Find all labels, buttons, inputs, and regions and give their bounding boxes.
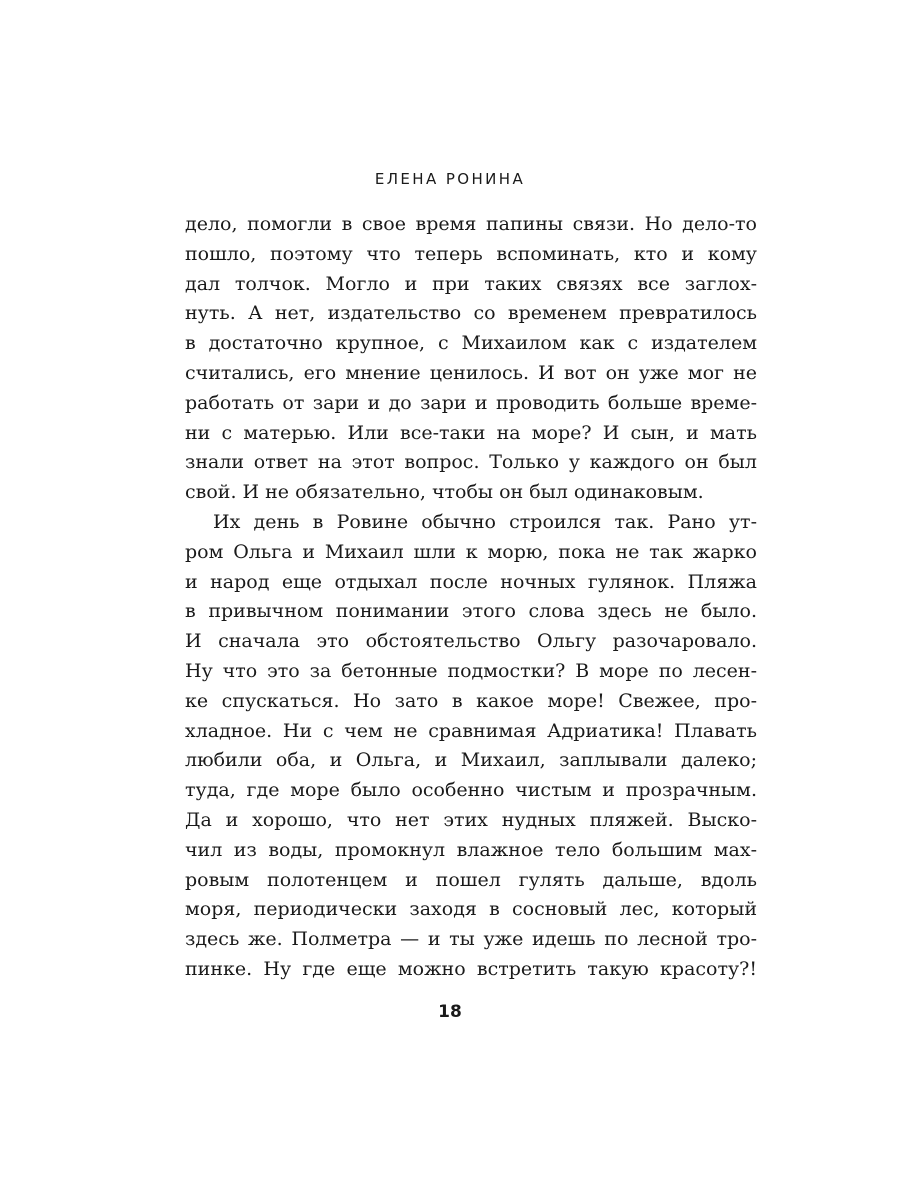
text-line: здесь же. Полметра — и ты уже идешь по лесной тро- bbox=[185, 928, 757, 951]
text-line: работать от зари и до зари и проводить больше време- bbox=[185, 391, 757, 414]
text-line: моря, периодически заходя в сосновый лес, который bbox=[185, 898, 757, 921]
running-head: ЕЛЕНА РОНИНА bbox=[374, 170, 526, 188]
text-line: пинке. Ну где еще можно встретить такую красоту?! bbox=[185, 957, 757, 980]
text-line: дело, помогли в свое время папины связи. Но дело-то bbox=[185, 213, 757, 235]
text-line: ровым полотенцем и пошел гулять дальше, вдоль bbox=[185, 868, 757, 891]
text-line: пошло, поэтому что теперь вспоминать, кто и кому bbox=[185, 242, 757, 265]
text-line: свой. И не обязательно, чтобы он был одинаковым. bbox=[185, 481, 704, 504]
body-text bbox=[185, 210, 757, 985]
paragraph-2 bbox=[185, 508, 757, 985]
text-line: хладное. Ни с чем не сравнимая Адриатика! Плавать bbox=[185, 719, 757, 742]
text-line: И сначала это обстоятельство Ольгу разочаровало. bbox=[185, 630, 757, 653]
text-line: дал толчок. Могло и при таких связях все заглох- bbox=[185, 272, 757, 295]
text-line: знали ответ на этот вопрос. Только у каждого он был bbox=[185, 451, 757, 474]
text-line: в достаточно крупное, с Михаилом как с издателем bbox=[185, 332, 757, 355]
text-line: считались, его мнение ценилось. И вот он уже мог не bbox=[185, 361, 757, 384]
text-line: Ну что это за бетонные подмостки? В море по лесен- bbox=[185, 659, 757, 682]
text-line: ни с матерью. Или все-таки на море? И сын, и мать bbox=[185, 421, 757, 444]
text-line: в привычном понимании этого слова здесь не было. bbox=[185, 600, 757, 623]
paragraph-1 bbox=[185, 210, 757, 508]
text-line: Их день в Ровине обычно строился так. Рано ут- bbox=[213, 510, 757, 533]
text-line: ке спускаться. Но зато в какое море! Свежее, про- bbox=[185, 689, 757, 712]
text-line: и народ еще отдыхал после ночных гулянок. Пляжа bbox=[185, 570, 757, 593]
text-line: Да и хорошо, что нет этих нудных пляжей. Выско- bbox=[185, 808, 757, 831]
text-line: чил из воды, промокнул влажное тело большим мах- bbox=[185, 838, 757, 861]
text-line: туда, где море было особенно чистым и прозрачным. bbox=[185, 779, 757, 802]
text-line: любили оба, и Ольга, и Михаил, заплывали далеко; bbox=[185, 749, 757, 772]
text-line: ром Ольга и Михаил шли к морю, пока не так жарко bbox=[185, 540, 757, 563]
text-line: нуть. А нет, издательство со временем превратилось bbox=[185, 302, 757, 325]
page-number: 18 bbox=[438, 1002, 462, 1022]
